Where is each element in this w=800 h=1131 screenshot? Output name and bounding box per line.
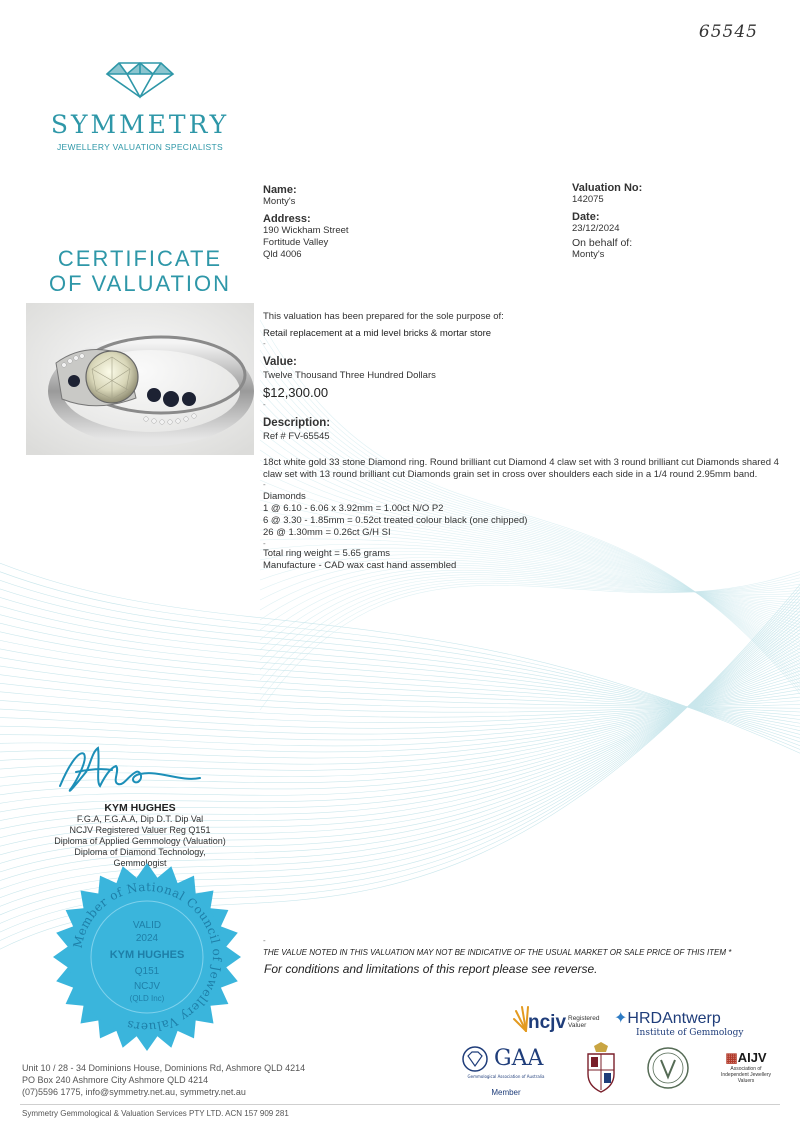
footer-address: [22, 1062, 305, 1098]
item-description: 18ct white gold 33 stone Diamond ring. Round brilliant cut Diamond 4 claw set with 3 round brilliant cut Diamonds shared 4 claw set with 13 round brilliant cut Diamonds grain set in cross over shoulders each side in a 1/4 round 2.95mm band.: [263, 457, 779, 480]
signer-name: KYM HUGHES: [104, 802, 176, 814]
handwritten-signature: [40, 742, 240, 804]
footer-contact-line: (07)5596 1775, info@symmetry.net.au, symmetry.net.au: [22, 1087, 246, 1097]
crest-emblem-icon: [580, 1040, 622, 1100]
brand-name: SYMMETRY: [50, 110, 230, 139]
client-name: Monty's: [263, 196, 296, 207]
separator-dash: -: [263, 539, 266, 548]
total-weight: Total ring weight = 5.65 grams: [263, 548, 390, 559]
hrd-star-icon: ✦: [614, 1010, 628, 1027]
signer-qualification: Diploma of Diamond Technology,: [74, 847, 206, 857]
value-label: Value:: [263, 356, 297, 368]
certificate-title-line2: OF VALUATION: [48, 271, 232, 296]
valuation-number: 142075: [572, 194, 604, 205]
diamond-line: 26 @ 1.30mm = 0.26ct G/H SI: [263, 527, 391, 538]
ncjv-member-seal: [52, 862, 242, 1052]
address-line3: Qld 4006: [263, 249, 302, 260]
address-label: Address:: [263, 213, 311, 225]
behalf-name: Monty's: [572, 249, 605, 260]
aijv-mark-icon: ▦: [725, 1050, 738, 1065]
gaa-emblem-icon: [460, 1046, 490, 1072]
svg-text:2024: 2024: [135, 933, 159, 944]
valuation-purpose: Retail replacement at a mid level bricks & mortar store: [263, 328, 492, 339]
ncjv-wordmark: ncjv: [528, 1012, 567, 1033]
gaa-wordmark: GAA: [494, 1046, 544, 1071]
signer-qualification: Diploma of Applied Gemmology (Valuation): [54, 836, 226, 846]
diamond-line: 6 @ 3.30 - 1.85mm = 0.52ct treated colour black (one chipped): [263, 515, 528, 526]
svg-text:NCJV: NCJV: [133, 981, 161, 992]
svg-text:VALID: VALID: [132, 920, 162, 931]
client-details: [263, 182, 523, 261]
gaa-member-label: Member: [491, 1088, 521, 1097]
ncjv-subtitle: Registered Valuer: [568, 1015, 600, 1029]
diamond-line: 1 @ 6.10 - 6.06 x 3.92mm = 1.00ct N/O P2: [263, 503, 444, 514]
value-words: Twelve Thousand Three Hundred Dollars: [263, 370, 436, 381]
brand-tagline: JEWELLERY VALUATION SPECIALISTS: [57, 142, 223, 152]
separator-dash: -: [263, 480, 266, 489]
hrd-subtitle: Institute of Gemmology: [636, 1028, 744, 1038]
disclaimer: THE VALUE NOTED IN THIS VALUATION MAY NOT BE INDICATIVE OF THE USUAL MARKET OR SALE PRICE OF THIS ITEM *: [263, 948, 732, 957]
separator-dash: -: [263, 400, 266, 409]
valuation-number-label: Valuation No:: [572, 182, 643, 194]
description-label: Description:: [263, 417, 331, 429]
aijv-wordmark: ▦AIJV: [725, 1050, 767, 1065]
svg-text:(QLD Inc): (QLD Inc): [129, 994, 165, 1003]
hrd-antwerp-logo: [614, 1008, 774, 1038]
certificate-title-line1: CERTIFICATE: [57, 246, 223, 271]
separator-dash: -: [263, 339, 266, 348]
ncjv-logo: [512, 1003, 612, 1037]
gaa-logo: [460, 1046, 552, 1104]
diamond-logo-icon: [103, 60, 177, 100]
footer-divider: [20, 1104, 780, 1105]
value-amount: $12,300.00: [263, 385, 329, 400]
behalf-label: On behalf of:: [572, 237, 633, 249]
signer-qualification: NCJV Registered Valuer Reg Q151: [69, 825, 211, 835]
signer-qualification: F.G.A, F.G.A.A, Dip D.T. Dip Val: [76, 814, 204, 824]
signer-qualification: Gemmologist: [113, 858, 167, 868]
gaa-subtitle: Gemmological Association of Australia: [467, 1074, 545, 1079]
aijv-logo: [716, 1050, 776, 1084]
ring-image: [26, 303, 254, 455]
svg-text:Q151: Q151: [134, 966, 160, 977]
purpose-intro: This valuation has been prepared for the sole purpose of:: [263, 311, 504, 322]
ring-photo: [26, 303, 254, 455]
reference-number: Ref # FV-65545: [263, 431, 330, 442]
hrd-wordmark: ✦HRDAntwerp: [614, 1010, 721, 1027]
address-line1: 190 Wickham Street: [263, 225, 349, 236]
company-logo: [40, 60, 240, 152]
v-seal-icon: [646, 1046, 690, 1090]
valuation-details: [572, 182, 772, 261]
aijv-subtitle: Association of Independent Jewellery Valuers: [720, 1066, 772, 1084]
footer-company: Symmetry Gemmological & Valuation Services PTY LTD. ACN 157 909 281: [22, 1109, 289, 1118]
separator-dash: -: [263, 936, 266, 945]
valuation-date: 23/12/2024: [572, 223, 620, 234]
valuation-body: [263, 311, 783, 572]
certificate-title: [30, 246, 250, 296]
name-label: Name:: [263, 184, 297, 196]
signer-block: [30, 802, 250, 869]
svg-text:Member of National Council of: Member of National Council of Jewellery Valuers: [70, 879, 225, 1035]
diamonds-label: Diamonds: [263, 491, 306, 502]
footer-address-line: PO Box 240 Ashmore City Ashmore QLD 4214: [22, 1075, 209, 1085]
address-line2: Fortitude Valley: [263, 237, 329, 248]
manufacture: Manufacture - CAD wax cast hand assembled: [263, 560, 457, 571]
footer-address-line: Unit 10 / 28 - 34 Dominions House, Dominions Rd, Ashmore QLD 4214: [22, 1063, 306, 1073]
svg-text:KYM HUGHES: KYM HUGHES: [109, 949, 185, 961]
date-label: Date:: [572, 211, 600, 223]
conditions-note: For conditions and limitations of this report please see reverse.: [264, 962, 598, 976]
handwritten-reference: 65545: [698, 22, 758, 42]
